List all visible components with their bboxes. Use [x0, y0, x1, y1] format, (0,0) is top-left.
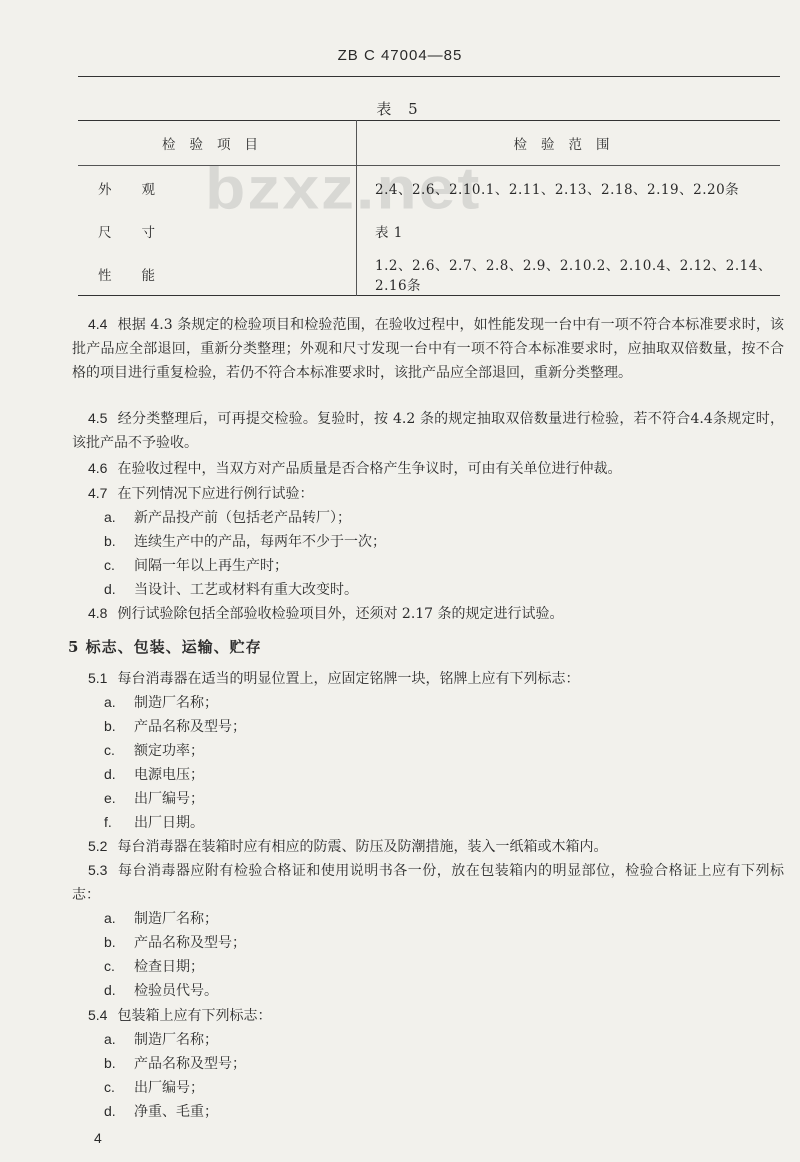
- clause-text: 每台消毒器应附有检验合格证和使用说明书各一份，放在包装箱内的明显部位，检验合格证上应有下列标志：: [72, 863, 784, 903]
- list-item-text: 检查日期；: [134, 959, 204, 975]
- list-item-label: f.: [104, 814, 112, 830]
- clause-5-2: [72, 834, 784, 859]
- list-item-text: 制造厂名称；: [134, 695, 218, 711]
- list-item-text: 出厂日期。: [134, 815, 204, 831]
- list-item-label: d.: [104, 581, 116, 597]
- table-cell-range: 2.4、2.6、2.10.1、2.11、2.13、2.18、2.19、2.20条: [357, 166, 781, 210]
- list-item-text: 制造厂名称；: [134, 1032, 218, 1048]
- list-item-label: e.: [104, 790, 116, 806]
- table-row: [78, 252, 780, 296]
- clause-number: 4.8: [88, 605, 108, 621]
- list-item-label: c.: [104, 742, 115, 758]
- list-item-text: 产品名称及型号；: [134, 935, 246, 951]
- list-item-label: d.: [104, 1103, 116, 1119]
- list-item: [104, 1099, 218, 1124]
- list-item: [104, 762, 204, 787]
- list-item-label: a.: [104, 910, 116, 926]
- list-item-label: d.: [104, 982, 116, 998]
- clause-number: 4.5: [88, 410, 108, 426]
- clause-text: 每台消毒器在适当的明显位置上，应固定铭牌一块，铭牌上应有下列标志：: [117, 671, 580, 687]
- col-header-range: 检验范围: [357, 121, 781, 166]
- table-cell-item: 性能: [98, 267, 185, 284]
- clause-text: 在下列情况下应进行例行试验：: [117, 486, 314, 502]
- clause-4-5: [72, 406, 784, 455]
- list-item-text: 产品名称及型号；: [134, 1056, 246, 1072]
- list-item-text: 产品名称及型号；: [134, 719, 246, 735]
- clause-text: 在验收过程中，当双方对产品质量是否合格产生争议时，可由有关单位进行仲裁。: [117, 461, 622, 477]
- table-cell-range: 1.2、2.6、2.7、2.8、2.9、2.10.2、2.10.4、2.12、2.14、2.16条: [357, 252, 781, 296]
- list-item-text: 额定功率；: [134, 743, 204, 759]
- list-item-label: a.: [104, 509, 116, 525]
- list-item-label: c.: [104, 557, 115, 573]
- clause-5-4: [72, 1003, 784, 1028]
- list-item-text: 当设计、工艺或材料有重大改变时。: [134, 582, 358, 598]
- list-item: [104, 577, 358, 602]
- clause-text: 例行试验除包括全部验收检验项目外，还须对 2.17 条的规定进行试验。: [117, 606, 564, 622]
- list-item: [104, 810, 204, 835]
- clause-text: 每台消毒器在装箱时应有相应的防震、防压及防潮措施，装入一纸箱或木箱内。: [117, 839, 608, 855]
- clause-number: 5.3: [88, 862, 108, 878]
- table-header-row: [78, 121, 780, 166]
- clause-number: 5.1: [88, 670, 108, 686]
- list-item-label: c.: [104, 958, 115, 974]
- table-cell-item: 尺寸: [98, 224, 185, 241]
- list-item-label: b.: [104, 934, 116, 950]
- list-item-label: c.: [104, 1079, 115, 1095]
- clause-number: 4.7: [88, 485, 108, 501]
- clause-4-4: [72, 312, 784, 385]
- section-heading: 5 标志、包装、运输、贮存: [68, 638, 262, 656]
- list-item-label: a.: [104, 1031, 116, 1047]
- list-item-text: 制造厂名称；: [134, 911, 218, 927]
- list-item: [104, 1027, 218, 1052]
- page-number: 4: [94, 1130, 102, 1146]
- list-item: [104, 529, 386, 554]
- document-code: ZB C 47004—85: [337, 47, 463, 64]
- list-item: [104, 738, 204, 763]
- list-item: [104, 906, 218, 931]
- clause-5-3: [72, 858, 784, 907]
- clause-4-8: [72, 601, 784, 626]
- list-item: [104, 786, 204, 811]
- list-item: [104, 690, 218, 715]
- clause-number: 5.4: [88, 1007, 108, 1023]
- clause-text: 包装箱上应有下列标志：: [117, 1008, 272, 1024]
- list-item: [104, 954, 204, 979]
- list-item-text: 间隔一年以上再生产时；: [134, 558, 288, 574]
- clause-5-1: [72, 666, 784, 691]
- list-item-text: 新产品投产前（包括老产品转厂）；: [134, 510, 351, 526]
- list-item: [104, 978, 218, 1003]
- list-item: [104, 714, 246, 739]
- list-item: [104, 1051, 246, 1076]
- list-item-text: 检验员代号。: [134, 983, 218, 999]
- clause-number: 4.6: [88, 460, 108, 476]
- col-header-item: 检验项目: [162, 137, 272, 153]
- clause-text: 根据 4.3 条规定的检验项目和检验范围，在验收过程中，如性能发现一台中有一项不符合本标准要求时，该批产品应全部退回，重新分类整理；外观和尺寸发现一台中有一项不符合本标准要求时，应抽取双倍数量，按不合格的项目进行重复检验，若仍不符合本标准要求时，该批产品应全部退回，重新分类整理。: [72, 317, 784, 381]
- list-item: [104, 1075, 204, 1100]
- header-rule: [78, 76, 780, 77]
- list-item-text: 连续生产中的产品，每两年不少于一次；: [134, 534, 386, 550]
- list-item-label: b.: [104, 533, 116, 549]
- clause-4-7: [72, 481, 784, 506]
- clause-number: 4.4: [88, 316, 108, 332]
- list-item-label: b.: [104, 1055, 116, 1071]
- list-item: [104, 930, 246, 955]
- list-item-label: d.: [104, 766, 116, 782]
- list-item-text: 净重、毛重；: [134, 1104, 218, 1120]
- table-cell-range: 表 1: [357, 209, 781, 252]
- watermark: bzxz.net: [205, 154, 482, 222]
- list-item-text: 电源电压；: [134, 767, 204, 783]
- list-item: [104, 505, 351, 530]
- list-item: [104, 553, 288, 578]
- list-item-text: 出厂编号；: [134, 791, 204, 807]
- clause-4-6: [72, 456, 784, 481]
- table-title: 表 5: [376, 100, 424, 118]
- clause-number: 5.2: [88, 838, 108, 854]
- table-row: [78, 209, 780, 252]
- list-item-text: 出厂编号；: [134, 1080, 204, 1096]
- table-cell-item: 外观: [98, 181, 185, 198]
- table-row: [78, 166, 780, 210]
- list-item-label: b.: [104, 718, 116, 734]
- clause-text: 经分类整理后，可再提交检验。复验时，按 4.2 条的规定抽取双倍数量进行检验，若不符合4.4条规定时，该批产品不予验收。: [72, 411, 784, 451]
- inspection-table: [78, 120, 780, 296]
- list-item-label: a.: [104, 694, 116, 710]
